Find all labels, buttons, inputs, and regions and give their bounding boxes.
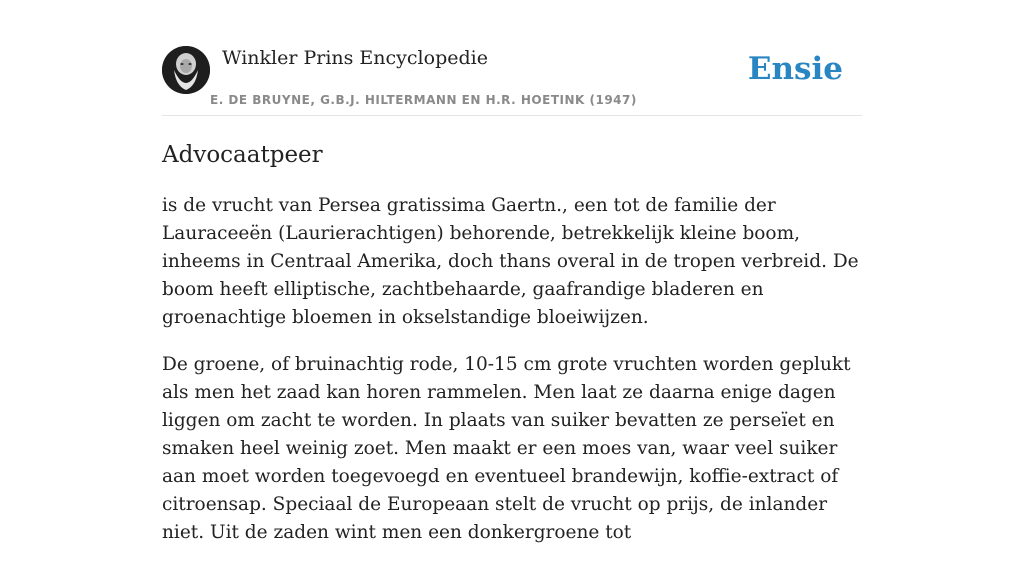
header-divider <box>162 115 862 116</box>
paragraph: De groene, of bruinachtig rode, 10-15 cm grote vruchten worden geplukt als men het zaad kan horen rammelen. Men laat ze daarna enige dagen liggen om zacht te worden. In plaats van suiker bevatten ze perseïet en smaken heel weinig zoet. Men maakt er een moes van, waar veel suiker aan moet worden toegevoegd en eventueel brandewijn, koffie-extract of citroensap. Speciaal de Europeaan stelt de vrucht op prijs, de inlander niet. Uit de zaden wint men een donkergroene tot <box>162 354 851 543</box>
header <box>162 44 862 116</box>
paragraph: is de vrucht van Persea gratissima Gaertn., een tot de familie der Lauraceeën (Laurierachtigen) behorende, betrekkelijk kleine boom, inheems in Centraal Amerika, doch thans overal in de tropen verbreid. De boom heeft elliptische, zachtbehaarde, gaafrandige bladeren en groenachtige bloemen in okselstandige bloeiwijzen. <box>162 195 859 328</box>
bearded-man-portrait-icon <box>162 46 210 94</box>
brand-logo[interactable]: Ensie <box>747 51 843 87</box>
book-title[interactable]: Winkler Prins Encyclopedie <box>222 47 488 69</box>
entry-title: Advocaatpeer <box>162 142 323 168</box>
authors-line: E. DE BRUYNE, G.B.J. HILTERMANN EN H.R. HOETINK (1947) <box>210 93 637 107</box>
author-avatar <box>162 46 210 94</box>
entry-body <box>162 192 862 566</box>
